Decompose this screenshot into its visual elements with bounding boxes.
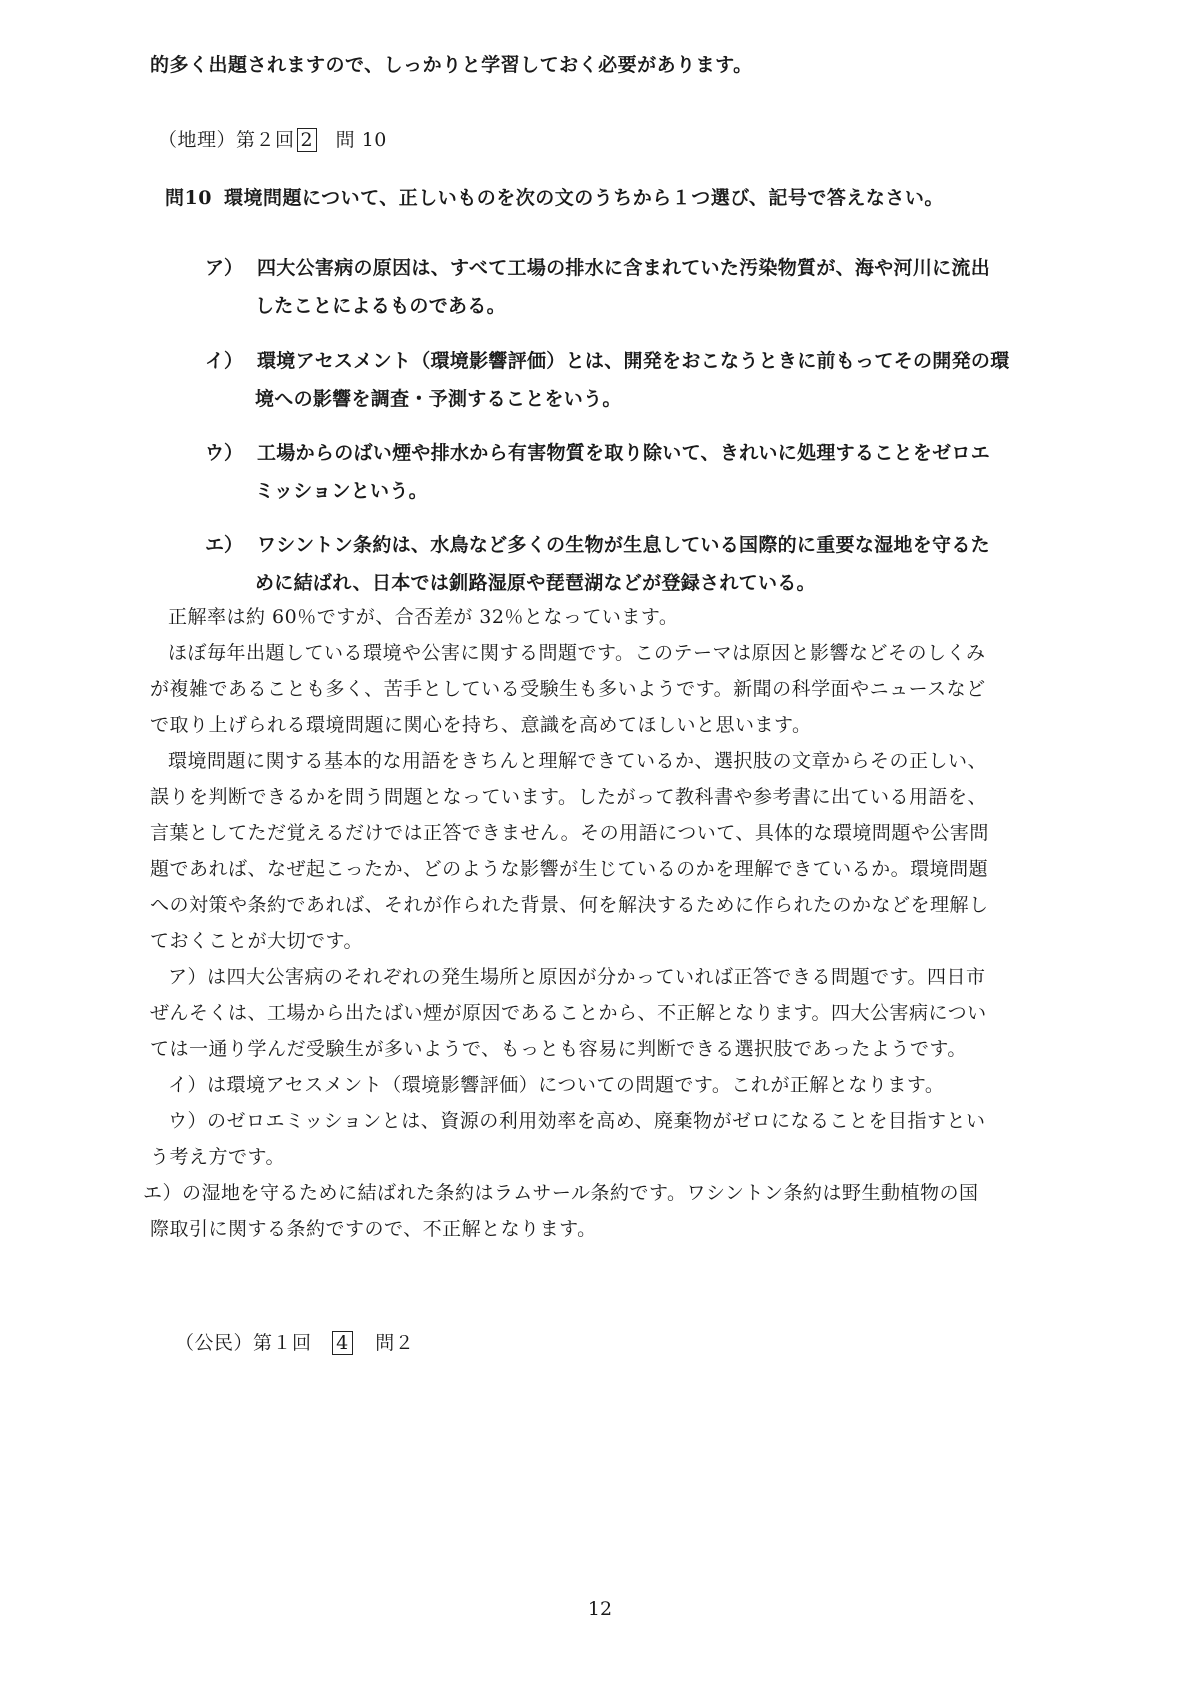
option-label: エ） [205,534,244,556]
commentary-line: ほぼ毎年出題している環境や公害に関する問題です。このテーマは原因と影響などそのしくみ [168,642,986,664]
section-box-number: 4 [332,1331,353,1355]
section-prefix: （地理）第２回 [158,129,295,151]
option-label: ウ） [205,442,244,464]
commentary-line: 誤りを判断できるかを問う問題となっています。したがって教科書や参考書に出ている用語を、 [150,786,987,808]
option-label: ア） [205,257,244,279]
commentary-line: 正解率は約 60％ですが、合否差が 32％となっています。 [168,606,679,628]
question-line [165,185,944,211]
commentary-line: 言葉としてただ覚えるだけでは正答できません。その用語について、具体的な環境問題や公害問 [150,822,989,844]
page-number: 12 [587,1598,613,1620]
commentary-line: 題であれば、なぜ起こったか、どのような影響が生じているのかを理解できているか。環境問題 [150,858,989,880]
commentary-line: ウ）のゼロエミッションとは、資源の利用効率を高め、廃棄物がゼロになることを目指すとい [168,1110,986,1132]
section-prefix: （公民）第１回 [175,1332,312,1354]
commentary-line: ておくことが大切です。 [150,930,363,952]
commentary-line: への対策や条約であれば、それが作られた背景、何を解決するために作られたのかなどを理解し [150,894,989,916]
option-text-line1: ワシントン条約は、水鳥など多くの生物が生息している国際的に重要な湿地を守るた [257,534,990,556]
option-text-line2: ミッションという。 [255,480,428,502]
commentary-line: 際取引に関する条約ですので、不正解となります。 [150,1218,597,1240]
question-text: 環境問題について、正しいものを次の文のうちから１つ選び、記号で答えなさい。 [223,187,944,209]
section-question-ref: 問 10 [335,129,387,151]
option-text-line2: したことによるものである。 [255,295,506,317]
section-heading-geography [158,127,387,153]
section-box-number: 2 [297,128,318,152]
commentary-line: ア）は四大公害病のそれぞれの発生場所と原因が分かっていれば正答できる問題です。四日市 [168,966,986,988]
option-label: イ） [205,350,244,372]
commentary-line: 環境問題に関する基本的な用語をきちんと理解できているか、選択肢の文章からその正しい、 [168,750,988,772]
option-text-line1: 工場からのばい煙や排水から有害物質を取り除いて、きれいに処理することをゼロエ [257,442,991,464]
commentary-line: イ）は環境アセスメント（環境影響評価）についての問題です。これが正解となります。 [168,1074,945,1096]
commentary-line: う考え方です。 [150,1146,285,1168]
option-text-line2: 境への影響を調査・予測することをいう。 [255,388,622,410]
section-heading-civics [175,1330,414,1356]
commentary-line: ては一通り学んだ受験生が多いようで、もっとも容易に判断できる選択肢であったようです。 [150,1038,967,1060]
commentary-line: で取り上げられる環境問題に関心を持ち、意識を高めてほしいと思います。 [150,714,812,736]
option-text-line1: 四大公害病の原因は、すべて工場の排水に含まれていた汚染物質が、海や河川に流出 [257,257,991,279]
commentary-line: が複雑であることも多く、苦手としている受験生も多いようです。新聞の科学面やニュースなど [150,678,986,700]
intro-line: 的多く出題されますので、しっかりと学習しておく必要があります。 [150,54,753,76]
commentary-line: ぜんそくは、工場から出たばい煙が原因であることから、不正解となります。四大公害病につい [150,1002,987,1024]
option-text-line2: めに結ばれ、日本では釧路湿原や琵琶湖などが登録されている。 [255,572,816,594]
section-question-ref: 問２ [375,1332,415,1354]
option-text-line1: 環境アセスメント（環境影響評価）とは、開発をおこなうときに前もってその開発の環 [257,350,1010,372]
commentary-line: エ）の湿地を守るために結ばれた条約はラムサール条約です。ワシントン条約は野生動植物の国 [143,1182,979,1204]
question-number: 問10 [165,187,212,209]
